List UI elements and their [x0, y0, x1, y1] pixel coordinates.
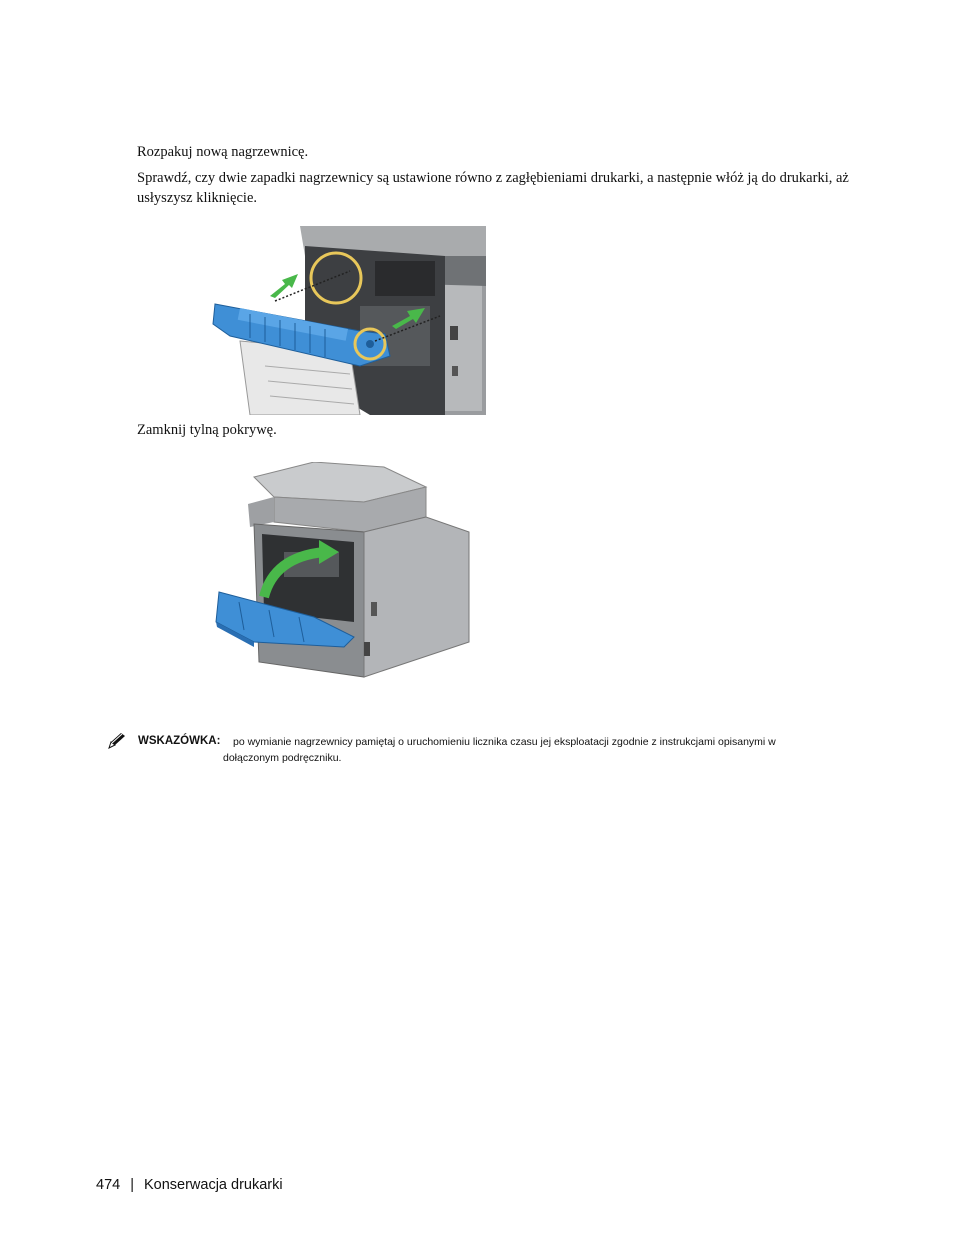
footer-separator: | — [130, 1177, 134, 1193]
footer-section-title: Konserwacja drukarki — [143, 1177, 283, 1193]
step-close-cover-text: Zamknij tylną pokrywę. — [137, 422, 277, 438]
note-label: WSKAZÓWKA: — [138, 735, 221, 747]
step-unpack-text: Rozpakuj nową nagrzewnicę. — [137, 144, 309, 160]
step-insert-text: Sprawdź, czy dwie zapadki nagrzewnicy są ustawione równo z zagłębieniami drukarki, a następnie włóż ją do drukarki, aż usłyszysz kliknięcie. — [137, 170, 849, 206]
page-footer — [96, 1177, 283, 1193]
fuser-insert-illustration — [210, 226, 486, 415]
page-number: 474 — [96, 1177, 121, 1193]
close-cover-illustration — [214, 462, 470, 684]
pencil-note-icon — [107, 732, 127, 750]
note-text-line2: dołączonym podręczniku. — [223, 752, 342, 764]
note-text-line1: po wymianie nagrzewnicy pamiętaj o uruchomieniu licznika czasu jej eksploatacji zgodnie z instrukcjami opisanymi w — [233, 736, 776, 748]
